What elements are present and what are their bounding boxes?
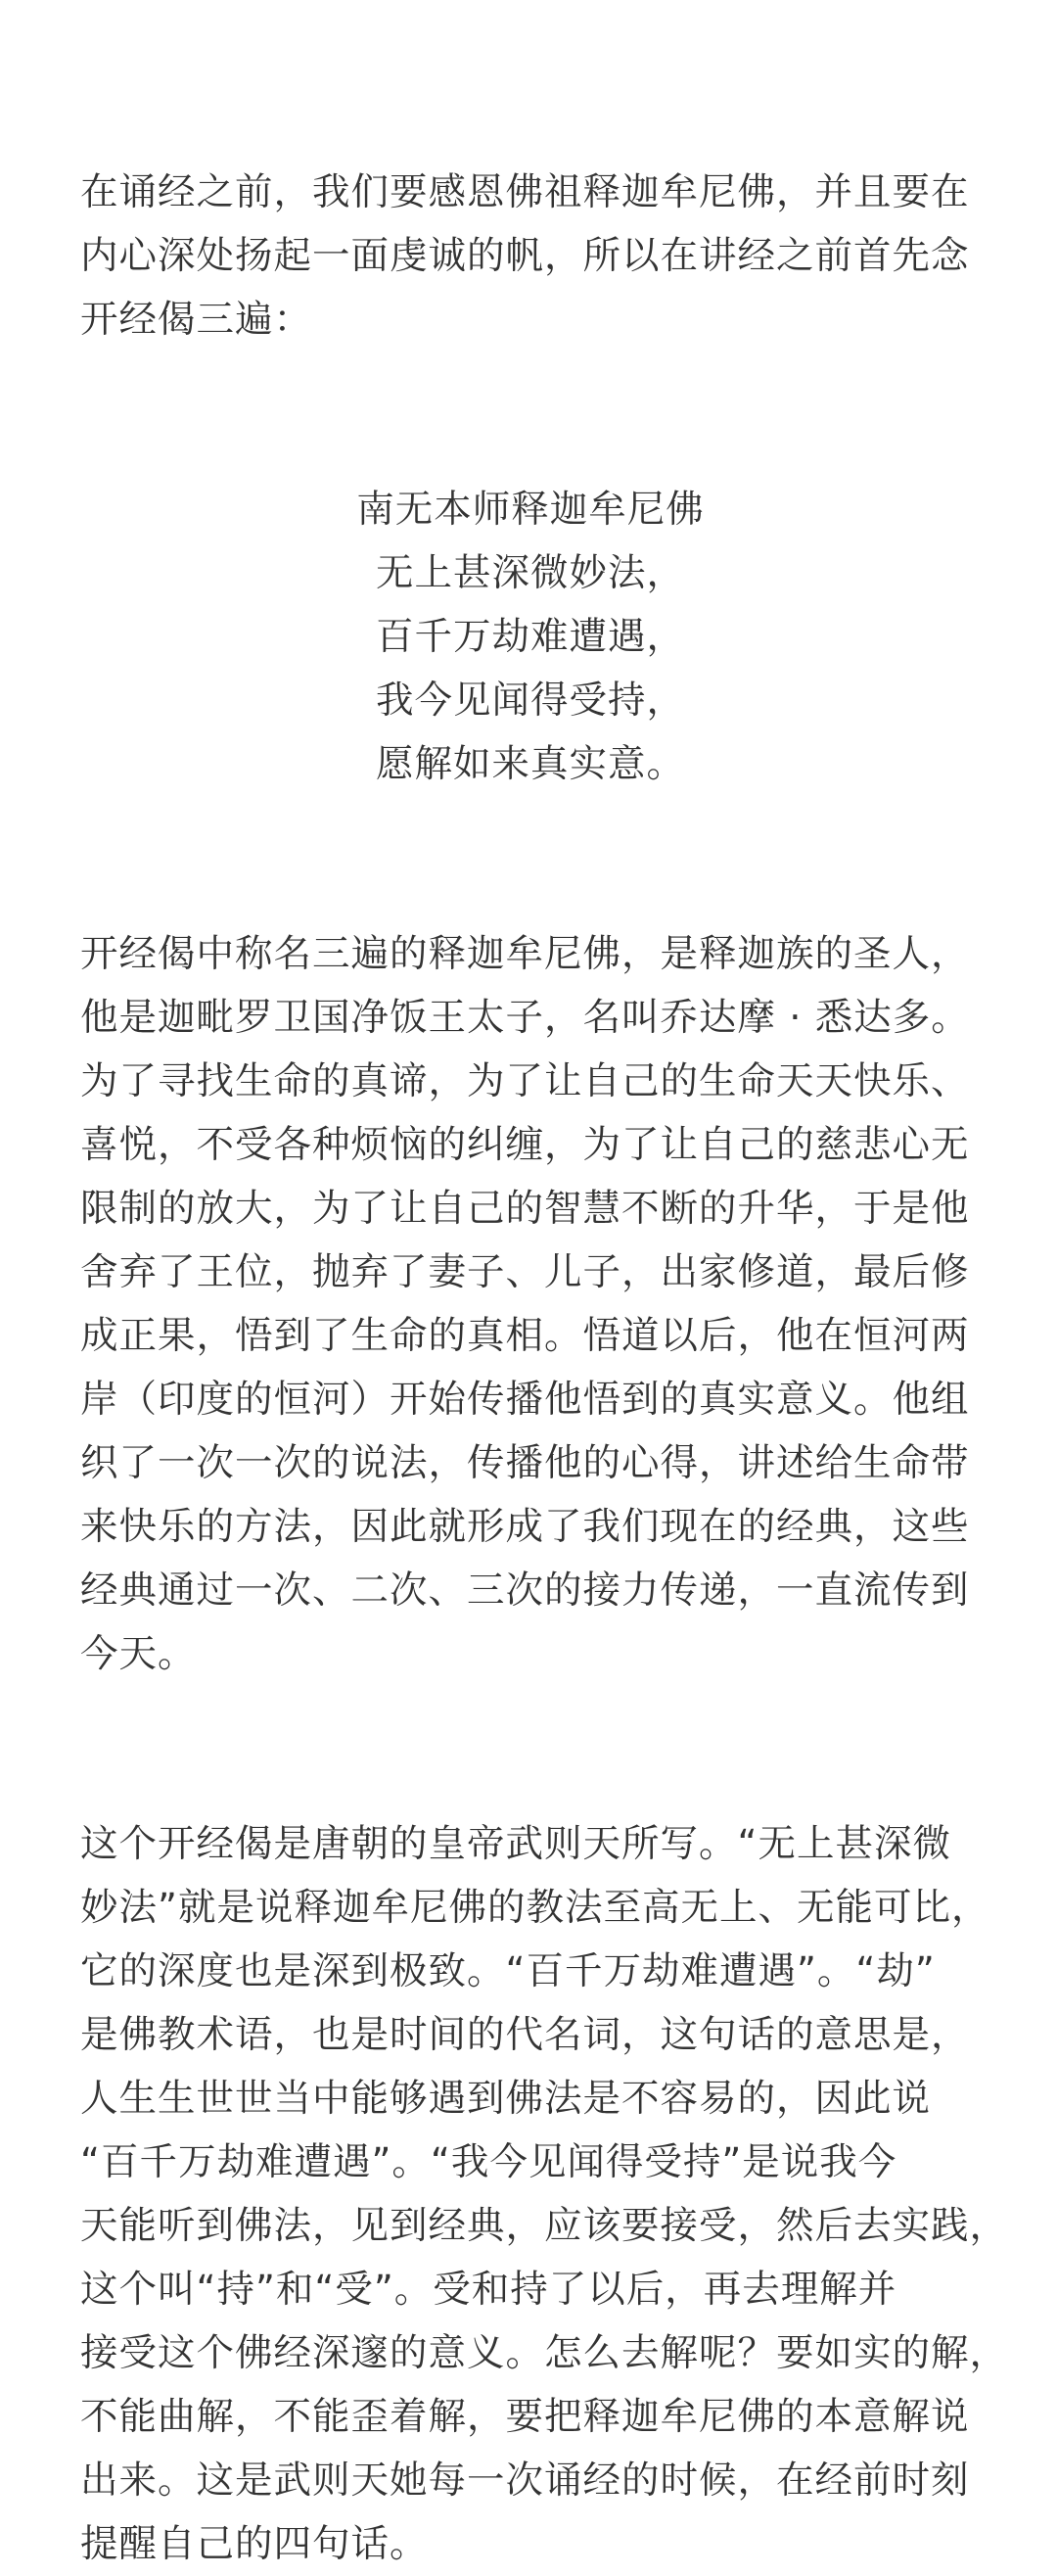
intro-paragraph [80, 161, 981, 351]
text-line: 开经偈中称名三遍的释迦牟尼佛，是释迦族的圣人， [80, 932, 970, 976]
text-line: 舍弃了王位，抛弃了妻子、儿子，出家修道，最后修 [80, 1250, 970, 1294]
text-line: 提醒自己的四句话。 [80, 2522, 429, 2566]
text-line: 接受这个佛经深邃的意义。怎么去解呢？要如实的解， [80, 2331, 1009, 2375]
verse-line: 百千万劫难遭遇， [375, 615, 685, 659]
paragraph-wu-zetian [80, 1812, 1009, 2576]
text-line: 在诵经之前，我们要感恩佛祖释迦牟尼佛，并且要在 [80, 170, 970, 214]
text-line: 为了寻找生命的真谛，为了让自己的生命天天快乐、 [80, 1059, 970, 1103]
text-line: 不能曲解，不能歪着解，要把释迦牟尼佛的本意解说 [80, 2395, 970, 2439]
text-line: 这个叫“持”和“受”。受和持了以后，再去理解并 [80, 2268, 897, 2312]
article-body [80, 161, 1009, 2576]
text-line: 妙法”就是说释迦牟尼佛的教法至高无上、无能可比， [80, 1886, 990, 1930]
text-line: 这个开经偈是唐朝的皇帝武则天所写。“无上甚深微 [80, 1822, 951, 1866]
text-line: 内心深处扬起一面虔诚的帆，所以在讲经之前首先念 [80, 234, 970, 278]
sutra-opening-verse [80, 478, 981, 796]
text-line: 织了一次一次的说法，传播他的心得，讲述给生命带 [80, 1441, 970, 1485]
verse-line: 南无本师释迦牟尼佛 [356, 488, 705, 532]
text-line: 开经偈三遍： [80, 298, 313, 342]
text-line: 他是迦毗罗卫国净饭王太子，名叫乔达摩 · 悉达多。 [80, 996, 970, 1040]
paragraph-spacer [80, 796, 981, 922]
paragraph-spacer [80, 351, 981, 478]
text-line: 岸（印度的恒河）开始传播他悟到的真实意义。他组 [80, 1378, 970, 1422]
text-line: 喜悦，不受各种烦恼的纠缠，为了让自己的慈悲心无 [80, 1123, 970, 1167]
verse-line: 愿解如来真实意。 [375, 742, 685, 786]
text-line: 今天。 [80, 1632, 197, 1676]
text-line: 限制的放大，为了让自己的智慧不断的升华，于是他 [80, 1187, 970, 1231]
text-line: 出来。这是武则天她每一次诵经的时候，在经前时刻 [80, 2459, 970, 2503]
text-line: 天能听到佛法，见到经典，应该要接受，然后去实践， [80, 2204, 1009, 2248]
text-line: 人生生世世当中能够遇到佛法是不容易的，因此说 [80, 2077, 932, 2121]
text-line: 来快乐的方法，因此就形成了我们现在的经典，这些 [80, 1505, 970, 1549]
text-line: 它的深度也是深到极致。“百千万劫难遭遇”。“劫” [80, 1949, 936, 1993]
paragraph-spacer [80, 1686, 981, 1812]
verse-line: 我今见闻得受持， [375, 679, 685, 723]
text-line: 成正果，悟到了生命的真相。悟道以后，他在恒河两 [80, 1314, 970, 1358]
paragraph-buddha [80, 922, 981, 1686]
text-line: 经典通过一次、二次、三次的接力传递，一直流传到 [80, 1569, 970, 1613]
text-line: “百千万劫难遭遇”。“我今见闻得受持”是说我今 [80, 2140, 897, 2184]
text-line: 是佛教术语，也是时间的代名词，这句话的意思是， [80, 2013, 970, 2057]
verse-line: 无上甚深微妙法， [375, 551, 685, 595]
